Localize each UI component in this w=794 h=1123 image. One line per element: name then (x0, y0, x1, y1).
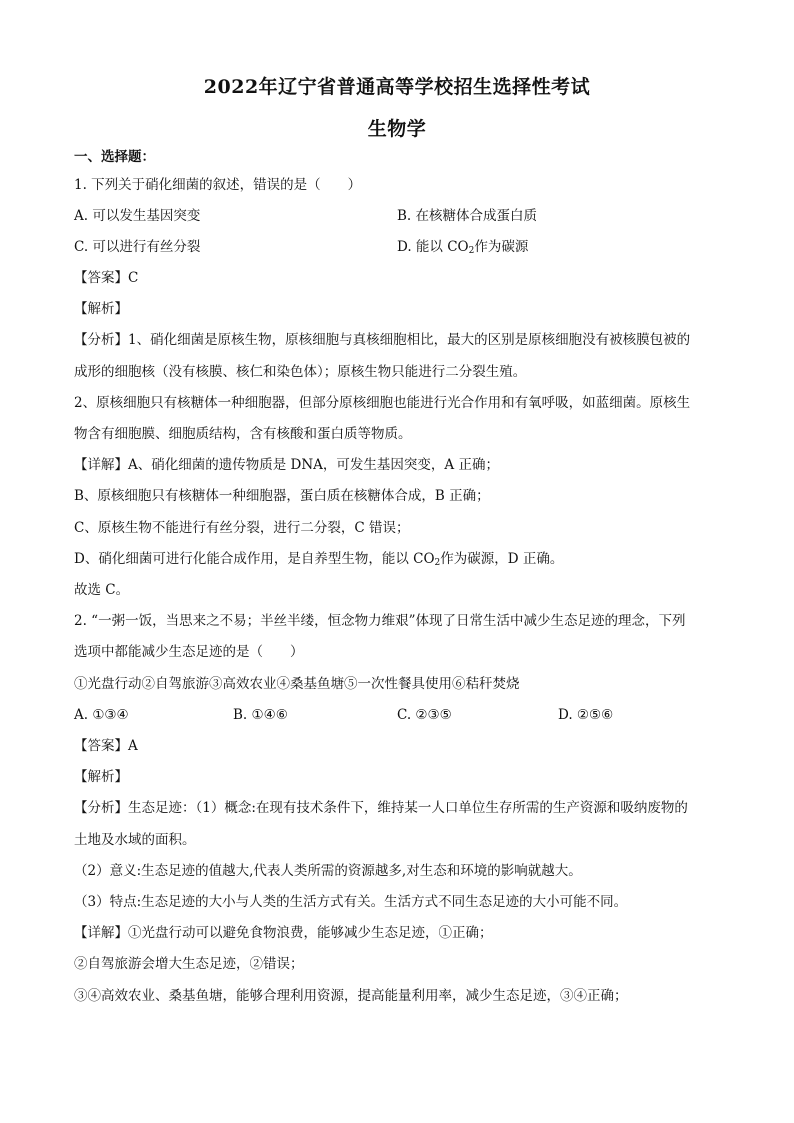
q2-analysis-tag: 【解析】 (74, 769, 128, 785)
exam-subtitle: 生物学 (367, 118, 427, 140)
q2-analysis-line: （2）意义:生态足迹的值越大,代表人类所需的资源越多,对生态和环境的影响就越大。 (74, 863, 582, 879)
q2-analysis-line: （3）特点:生态足迹的大小与人类的生活方式有关。生活方式不同生态足迹的大小可能不同。 (74, 894, 628, 910)
q1-detail-d: D、硝化细菌可进行化能合成作用，是自养型生物，能以 $CO_2$作为碳源，D 正确。 (74, 551, 564, 568)
q1-detail-b: B、原核细胞只有核糖体一种细胞器，蛋白质在核糖体合成，B 正确； (74, 488, 490, 504)
q1-analysis-line: 物含有细胞膜、细胞质结构，含有核酸和蛋白质等物质。 (74, 426, 412, 442)
q1-detail-a: 【详解】A、硝化细菌的遗传物质是 DNA，可发生基因突变，A 正确； (74, 457, 499, 473)
q2-option-d: D. ②⑤⑥ (558, 707, 614, 723)
q2-option-b: B. ①④⑥ (233, 707, 288, 723)
q2-stem: 选项中都能减少生态足迹的是（ ） (74, 644, 304, 660)
q2-detail-line: 【详解】①光盘行动可以避免食物浪费，能够减少生态足迹，①正确； (74, 925, 493, 941)
q2-stem: 2. “一粥一饭，当思来之不易；半丝半缕，恒念物力维艰”体现了日常生活中减少生态足迹的理念，下列 (74, 613, 686, 629)
exam-title: 2022年辽宁省普通高等学校招生选择性考试 (203, 76, 591, 98)
q1-option-d: D. 能以 $CO_2$作为碳源 (397, 239, 529, 256)
q1-detail-c: C、原核生物不能进行有丝分裂，进行二分裂，C 错误； (74, 520, 410, 536)
q1-analysis-line: 2、原核细胞只有核糖体一种细胞器，但部分原核细胞也能进行光合作用和有氧呼吸，如蓝细菌。原核生 (74, 395, 691, 411)
q2-option-a: A. ①③④ (74, 707, 129, 723)
q2-items: ①光盘行动②自驾旅游③高效农业④桑基鱼塘⑤一次性餐具使用⑥秸秆焚烧 (74, 676, 520, 692)
q2-option-c: C. ②③⑤ (397, 707, 452, 723)
q2-answer: 【答案】A (74, 738, 138, 754)
q2-analysis-line: 土地及水域的面积。 (74, 832, 196, 848)
q1-stem: 1. 下列关于硝化细菌的叙述，错误的是（ ） (74, 177, 362, 193)
q1-conclusion: 故选 C。 (74, 582, 130, 598)
q1-option-a: A. 可以发生基因突变 (74, 208, 201, 224)
q1-analysis-line: 【分析】1、硝化细菌是原核生物，原核细胞与真核细胞相比，最大的区别是原核细胞没有被核膜包被的 (74, 332, 691, 348)
q1-answer: 【答案】C (74, 270, 139, 286)
q2-detail-line: ②自驾旅游会增大生态足迹，②错误； (74, 956, 304, 972)
q2-analysis-line: 【分析】生态足迹：（1）概念:在现有技术条件下，维持某一人口单位生存所需的生产资源和吸纳废物的 (74, 800, 688, 816)
q1-option-b: B. 在核糖体合成蛋白质 (397, 208, 538, 224)
q1-analysis-tag: 【解析】 (74, 301, 128, 317)
q1-option-c: C. 可以进行有丝分裂 (74, 239, 201, 255)
q1-analysis-line: 成形的细胞核（没有核膜、核仁和染色体）；原核生物只能进行二分裂生殖。 (74, 364, 527, 380)
q2-detail-line: ③④高效农业、桑基鱼塘，能够合理利用资源，提高能量利用率，减少生态足迹，③④正确； (74, 988, 628, 1004)
section-heading: 一、选择题： (74, 149, 155, 165)
